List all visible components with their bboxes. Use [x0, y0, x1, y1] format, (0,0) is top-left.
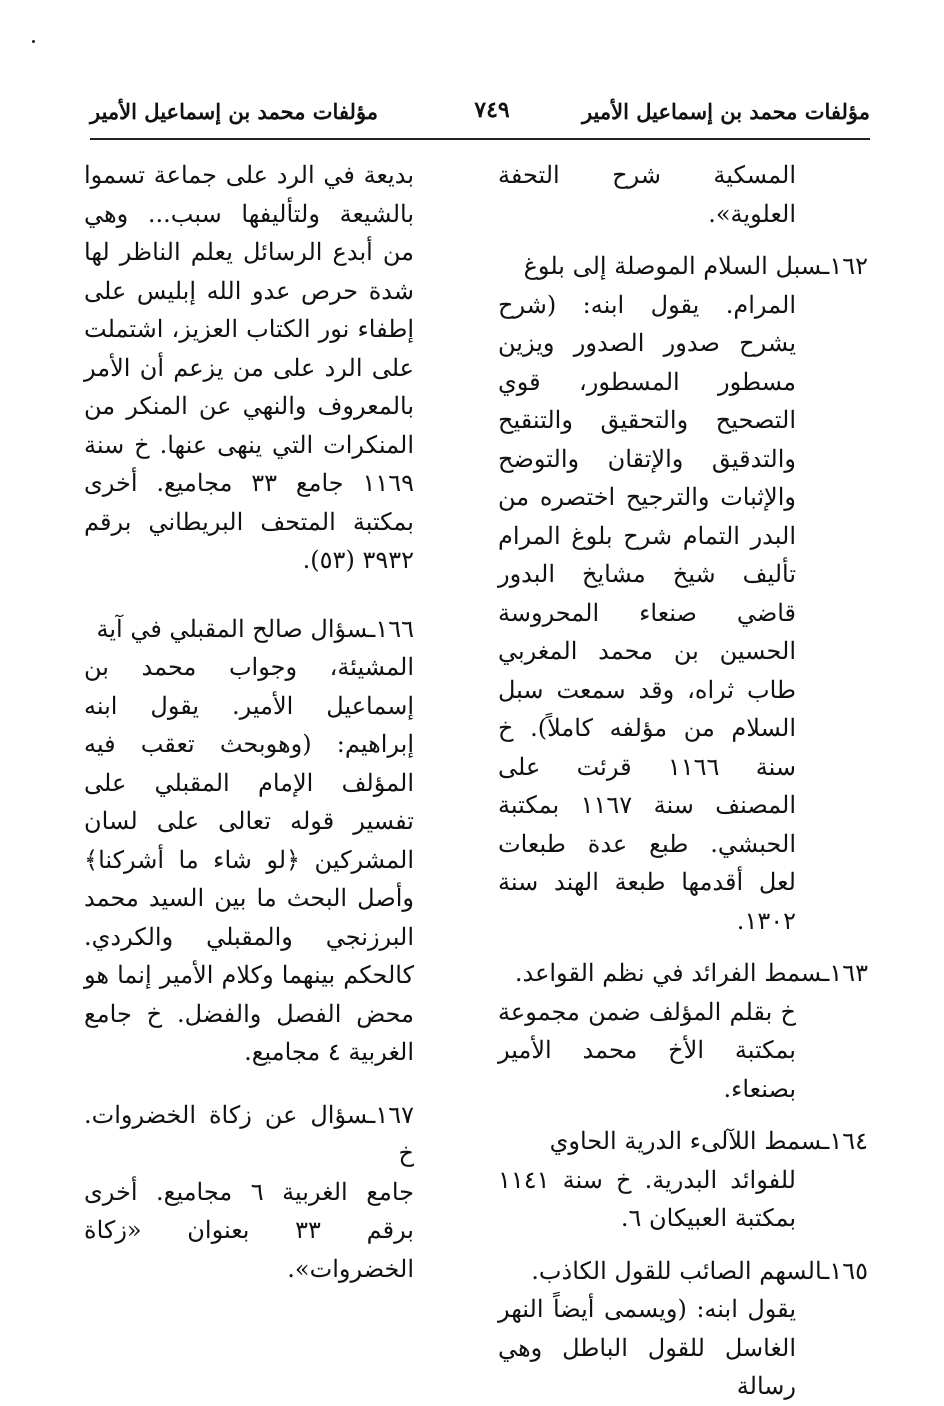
page-header [90, 95, 870, 135]
entry-body: خ بقلم المؤلف ضمن مجموعة بمكتبة الأخ محمد الأمير بصنعاء. [498, 997, 796, 1103]
continuation-text: المسكية شرح التحفة العلوية». [498, 161, 796, 228]
page-number: ٧٤٩ [474, 97, 510, 123]
entry-number: ١٦٢ـ [822, 252, 868, 280]
entry-title: السهم الصائب للقول الكاذب. [531, 1256, 823, 1285]
entry-number: ١٦٤ـ [822, 1127, 868, 1155]
entry-number: ١٦٦ـ [368, 614, 414, 643]
entry-first-line [498, 247, 868, 286]
entry-164 [498, 1122, 868, 1238]
entry-number: ١٦٥ـ [822, 1256, 868, 1285]
entry-166 [84, 610, 414, 1072]
running-title-right: مؤلفات محمد بن إسماعيل الأمير [581, 99, 870, 124]
entry-163 [498, 954, 868, 1108]
entry-body: يقول ابنه: (ويسمى أيضاً النهر الغاسل للقول الباطل وهي رسالة [498, 1295, 796, 1400]
entry-title: سمط الفرائد في نظم القواعد. [514, 959, 823, 987]
entry-number: ١٦٣ـ [822, 959, 868, 987]
entry-title: سؤال عن زكاة الخضروات. خ [84, 1100, 414, 1167]
running-title-left: مؤلفات محمد بن إسماعيل الأمير [90, 99, 379, 124]
entry-167 [84, 1096, 414, 1289]
entry-title: سؤال صالح المقبلي في آية [96, 614, 369, 643]
right-column [498, 156, 868, 1406]
continuation-text: بديعة في الرد على جماعة تسموا بالشيعة ولتأليفها سبب... وهي من أبدع الرسائل يعلم الناظر لها شدة حرص عدو الله إبليس على إطفاء نور الكتاب العزيز، اشتملت على الرد على من يزعم أن الأمر بالمعروف والنهي عن المنكر من المنكرات التي ينهى عنها. خ سنة ١١٦٩ جامع ٣٣ مجاميع. أخرى بمكتبة المتحف البريطاني برقم ٣٩٣٢ (٥٣). [84, 161, 414, 574]
entry-165 [498, 1252, 868, 1406]
entry-body: المرام. يقول ابنه: (شرح يشرح صدور الصدور ويزين مسطور المسطور، قوي التصحيح والتحقيق والتنقيح والتدقيق والإتقان والتوضح والإثبات والترجيح اختصره من البدر التمام شرح بلوغ المرام تأليف شيخ مشايخ البدور قاضي صنعاء المحروسة الحسين بن محمد المغربي طاب ثراه، وقد سمعت سبل السلام من مؤلفه كاملاً). خ سنة ١١٦٦ قرئت على المصنف سنة ١١٦٧ بمكتبة الحبشي. طبع عدة طبعات لعل أقدمها طبعة الهند سنة ١٣٠٢. [498, 290, 796, 935]
entry-title: سمط اللآلىء الدرية الحاوي [549, 1127, 823, 1155]
entry-number: ١٦٧ـ [368, 1100, 414, 1129]
entry-first-line [498, 1252, 868, 1291]
entry-162 [498, 247, 868, 940]
left-column [84, 156, 414, 1288]
entry-body: المشيئة، وجواب محمد بن إسماعيل الأمير. يقول ابنه إبراهيم: (وهوبحث تعقب فيه المؤلف الإمام المقبلي على تفسير قوله تعالى على لسان المشركين ﴿لو شاء ما أشركنا﴾ وأصل البحث ما بين السيد محمد البرزنجي والمقبلي والكردي. كالحكم بينهما وكلام الأمير إنما هو محض الفصل والفضل. خ جامع الغربية ٤ مجاميع. [84, 653, 414, 1066]
scan-speck [32, 40, 35, 43]
entry-body: جامع الغربية ٦ مجاميع. أخرى برقم ٣٣ بعنوان «زكاة الخضروات». [84, 1177, 414, 1283]
entry-first-line [498, 954, 868, 993]
entry-body: للفوائد البدرية. خ سنة ١١٤١ بمكتبة العبيكان ٦. [498, 1165, 796, 1232]
entry-title: سبل السلام الموصلة إلى بلوغ [523, 252, 823, 280]
entry-first-line [498, 1122, 868, 1161]
entry-first-line [84, 610, 414, 649]
header-rule [90, 138, 870, 140]
entry-first-line [84, 1096, 414, 1173]
